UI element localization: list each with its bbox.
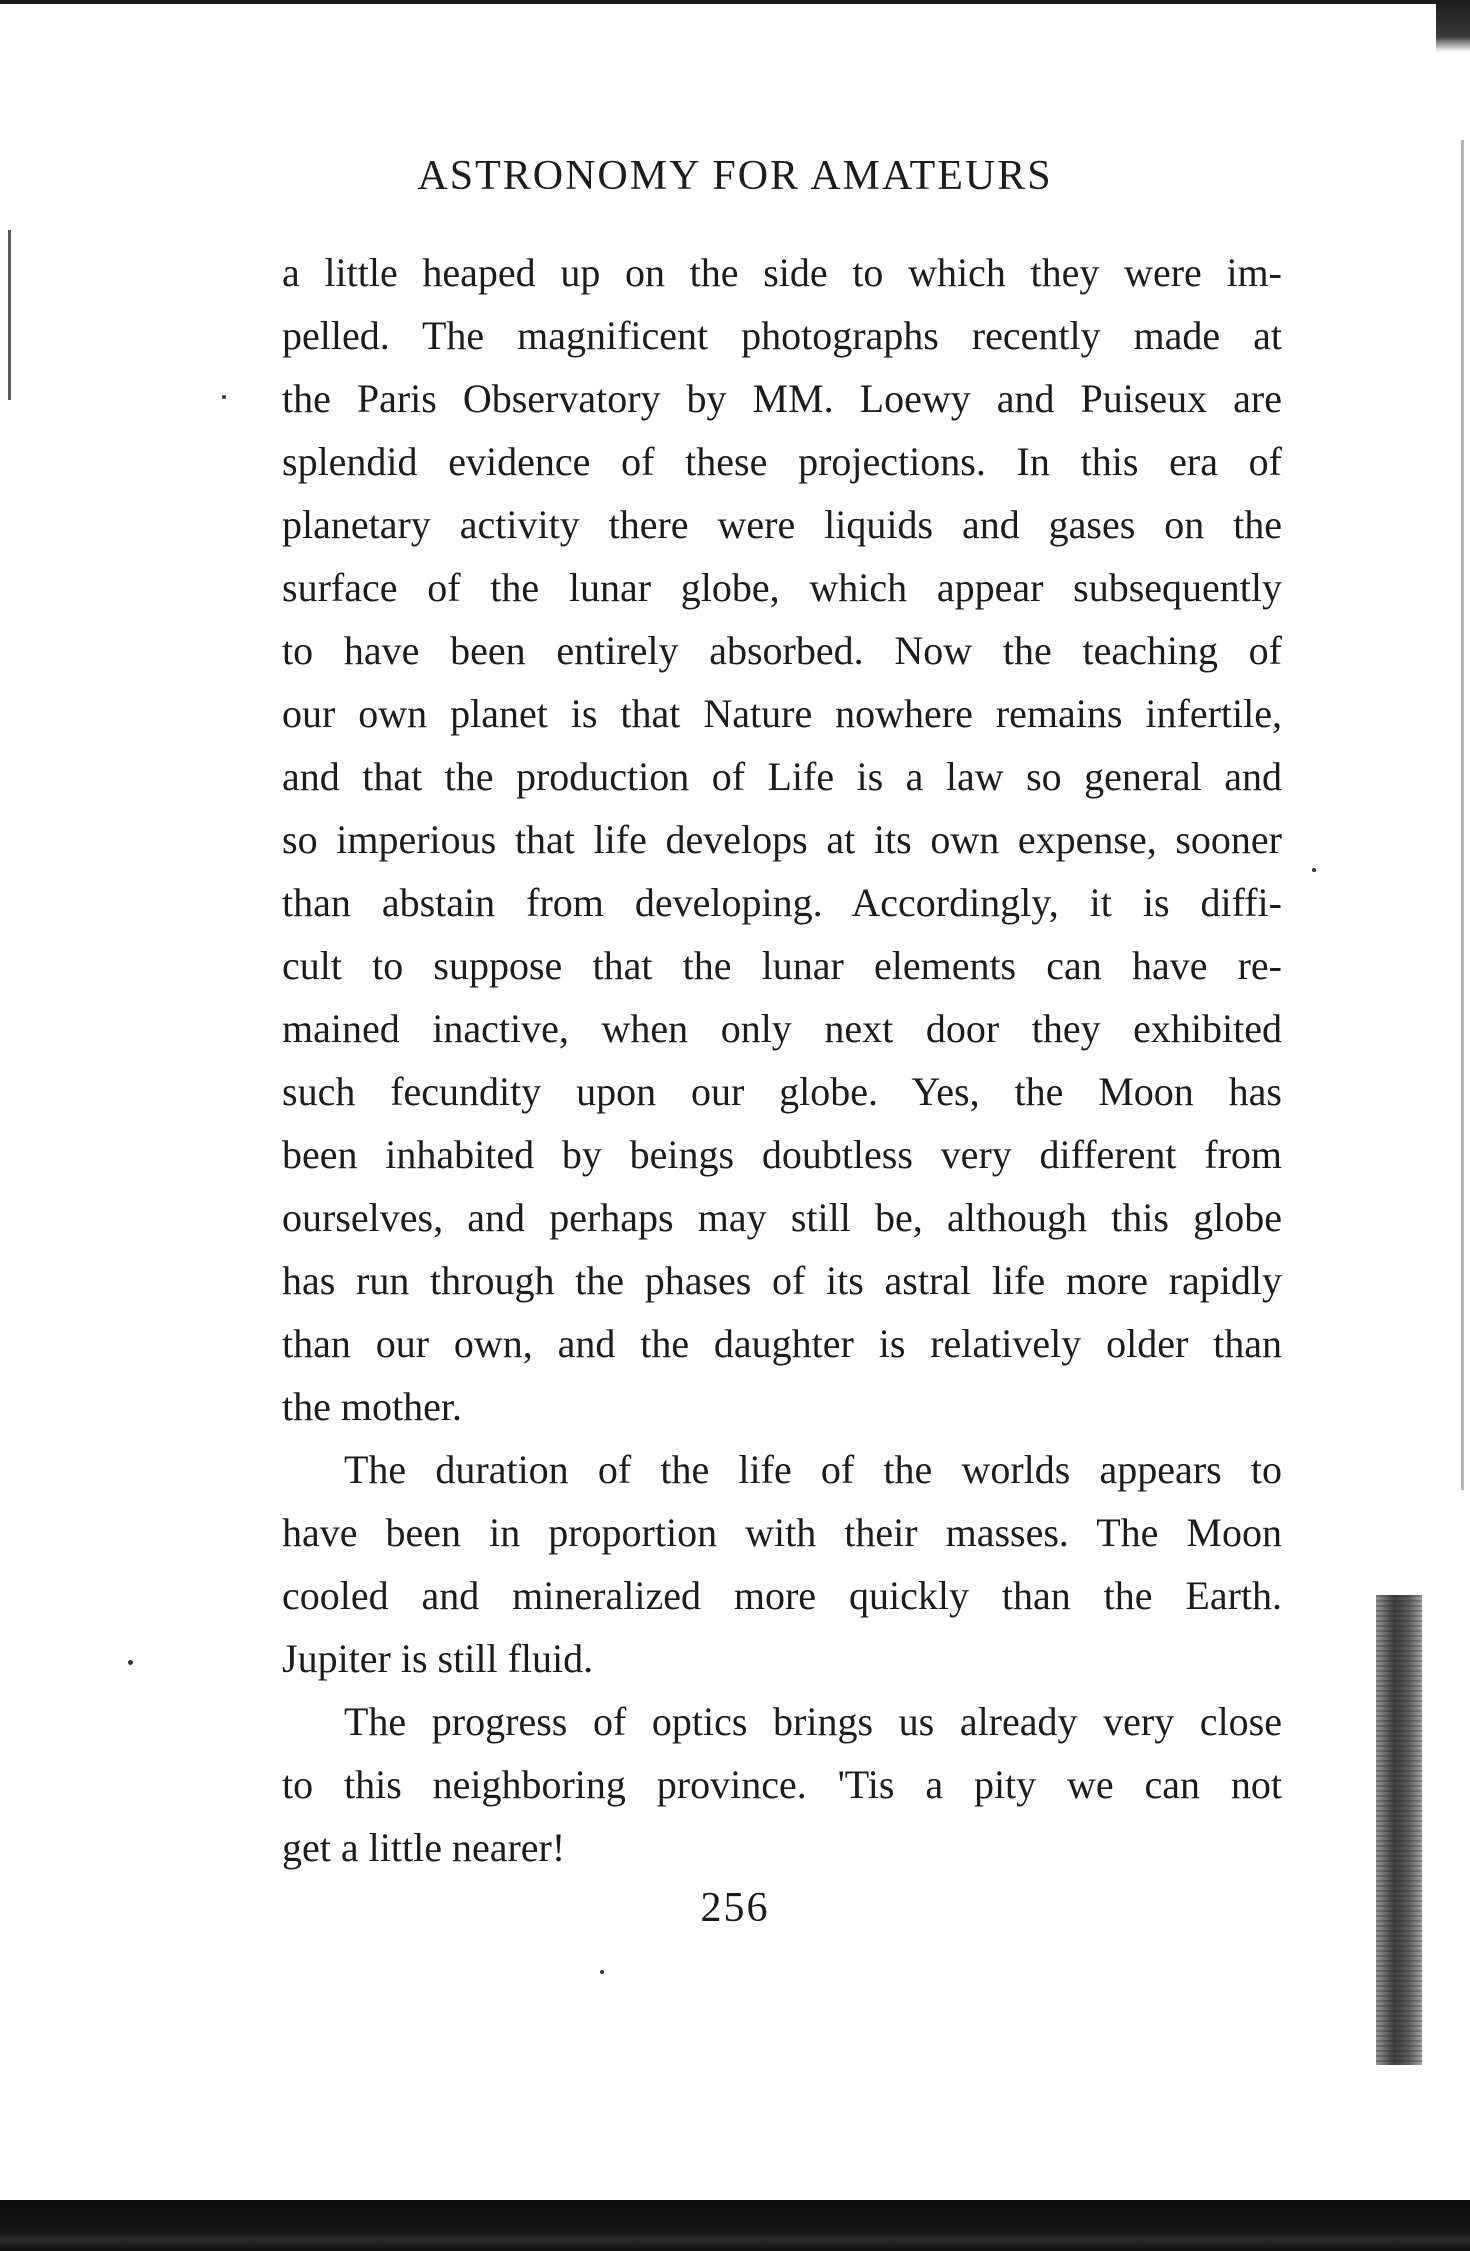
text-line: surface of the lunar globe, which appear subsequently: [282, 565, 1282, 610]
text-line: our own planet is that Nature nowhere remains infertile,: [282, 691, 1282, 736]
paragraph: [282, 241, 1282, 1438]
right-edge-scan-artifact: [1376, 1595, 1422, 2065]
top-scan-border: [0, 0, 1470, 4]
text-line: splendid evidence of these projections. In this era of: [282, 439, 1282, 484]
margin-speck: [222, 395, 226, 399]
text-line: the mother.: [282, 1384, 462, 1429]
page-number: 256: [700, 1885, 770, 1931]
left-margin-scan-mark: [8, 230, 11, 400]
body-text: [282, 241, 1282, 1879]
text-line: Jupiter is still fluid.: [282, 1636, 594, 1681]
text-line: the Paris Observatory by MM. Loewy and Puiseux are: [282, 376, 1282, 421]
text-line: been inhabited by beings doubtless very different from: [282, 1132, 1282, 1177]
margin-speck: [128, 1660, 133, 1665]
bottom-scan-border: [0, 2200, 1470, 2251]
text-line: to have been entirely absorbed. Now the teaching of: [282, 628, 1282, 673]
text-line: such fecundity upon our globe. Yes, the Moon has: [282, 1069, 1282, 1114]
text-line: get a little nearer!: [282, 1825, 566, 1870]
text-line: and that the production of Life is a law so general and: [282, 754, 1282, 799]
text-line: a little heaped up on the side to which they were im-: [282, 250, 1282, 295]
text-line: than abstain from developing. Accordingly, it is diffi-: [282, 880, 1282, 925]
text-line: planetary activity there were liquids and gases on the: [282, 502, 1282, 547]
text-line: cooled and mineralized more quickly than the Earth.: [282, 1573, 1282, 1618]
margin-speck: [600, 1970, 604, 1974]
text-line: to this neighboring province. 'Tis a pity we can not: [282, 1762, 1282, 1807]
top-right-scan-corner: [1436, 0, 1470, 52]
text-line: than our own, and the daughter is relatively older than: [282, 1321, 1282, 1366]
text-line: The duration of the life of the worlds appears to: [344, 1447, 1282, 1492]
text-line: mained inactive, when only next door they exhibited: [282, 1006, 1282, 1051]
margin-speck: [1312, 868, 1316, 872]
right-margin-scan-edge: [1461, 140, 1464, 1490]
text-line: have been in proportion with their masses. The Moon: [282, 1510, 1282, 1555]
text-line: has run through the phases of its astral life more rapidly: [282, 1258, 1282, 1303]
text-line: so imperious that life develops at its own expense, sooner: [282, 817, 1282, 862]
paragraph: [282, 1690, 1282, 1879]
text-line: ourselves, and perhaps may still be, although this globe: [282, 1195, 1282, 1240]
paragraph: [282, 1438, 1282, 1690]
running-head: ASTRONOMY FOR AMATEURS: [417, 153, 1053, 199]
text-line: The progress of optics brings us already very close: [344, 1699, 1282, 1744]
text-line: pelled. The magnificent photographs recently made at: [282, 313, 1282, 358]
text-line: cult to suppose that the lunar elements can have re-: [282, 943, 1282, 988]
